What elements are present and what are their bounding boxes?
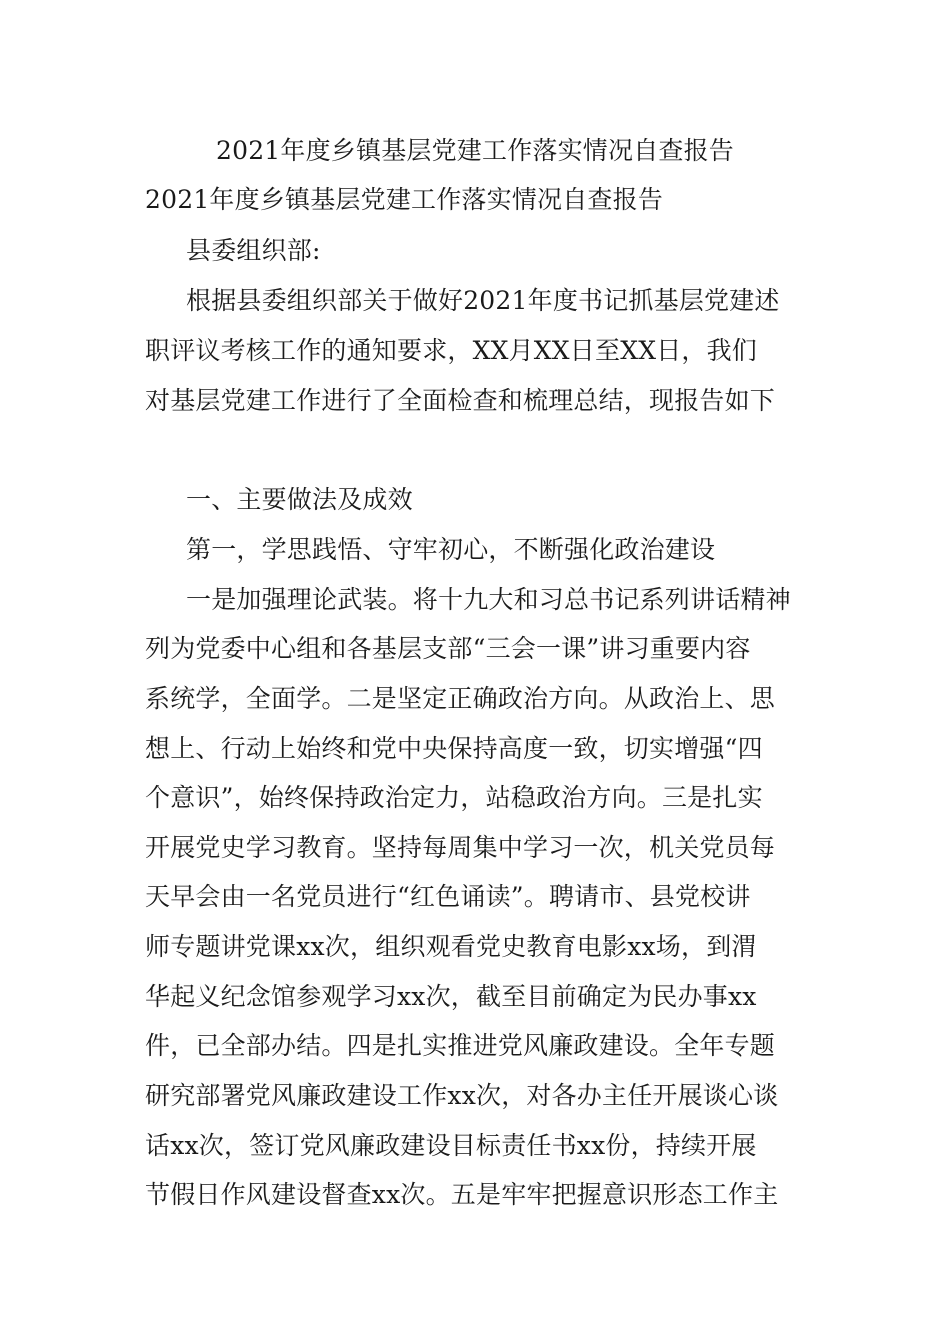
body-line: 件，已全部办结。四是扎实推进党风廉政建设。全年专题 xyxy=(145,1031,776,1060)
body-line: 研究部署党风廉政建设工作xx次，对各办主任开展谈心谈 xyxy=(145,1081,779,1110)
body-line: 个意识”，始终保持政治定力，站稳政治方向。三是扎实 xyxy=(145,783,763,812)
intro-line: 根据县委组织部关于做好2021年度书记抓基层党建述 xyxy=(186,286,780,315)
body-line: 想上、行动上始终和党中央保持高度一致，切实增强“四 xyxy=(145,734,763,763)
body-line: 话xx次，签订党风廉政建设目标责任书xx份，持续开展 xyxy=(145,1131,757,1160)
body-line: 开展党史学习教育。坚持每周集中学习一次，机关党员每 xyxy=(145,833,776,862)
body-line: 列为党委中心组和各基层支部“三会一课”讲习重要内容 xyxy=(145,634,751,663)
document-title: 2021年度乡镇基层党建工作落实情况自查报告 xyxy=(215,136,735,165)
intro-line: 职评议考核工作的通知要求，XX月XX日至XX日，我们 xyxy=(145,336,757,365)
body-line: 天早会由一名党员进行“红色诵读”。聘请市、县党校讲 xyxy=(145,882,751,911)
body-line: 一是加强理论武装。将十九大和习总书记系列讲话精神 xyxy=(186,585,791,614)
addressee: 县委组织部: xyxy=(186,236,321,265)
body-line: 华起义纪念馆参观学习xx次，截至目前确定为民办事xx xyxy=(145,982,757,1011)
body-line: 节假日作风建设督查xx次。五是牢牢把握意识形态工作主 xyxy=(145,1180,779,1209)
subsection-heading: 第一，学思践悟、守牢初心，不断强化政治建设 xyxy=(186,535,716,564)
body-line: 师专题讲党课xx次，组织观看党史教育电影xx场，到渭 xyxy=(145,932,757,961)
document-subtitle: 2021年度乡镇基层党建工作落实情况自查报告 xyxy=(145,185,664,214)
intro-line: 对基层党建工作进行了全面检查和梳理总结，现报告如下 xyxy=(145,386,776,415)
section-heading: 一、主要做法及成效 xyxy=(186,485,413,514)
body-line: 系统学，全面学。二是坚定正确政治方向。从政治上、思 xyxy=(145,684,776,713)
